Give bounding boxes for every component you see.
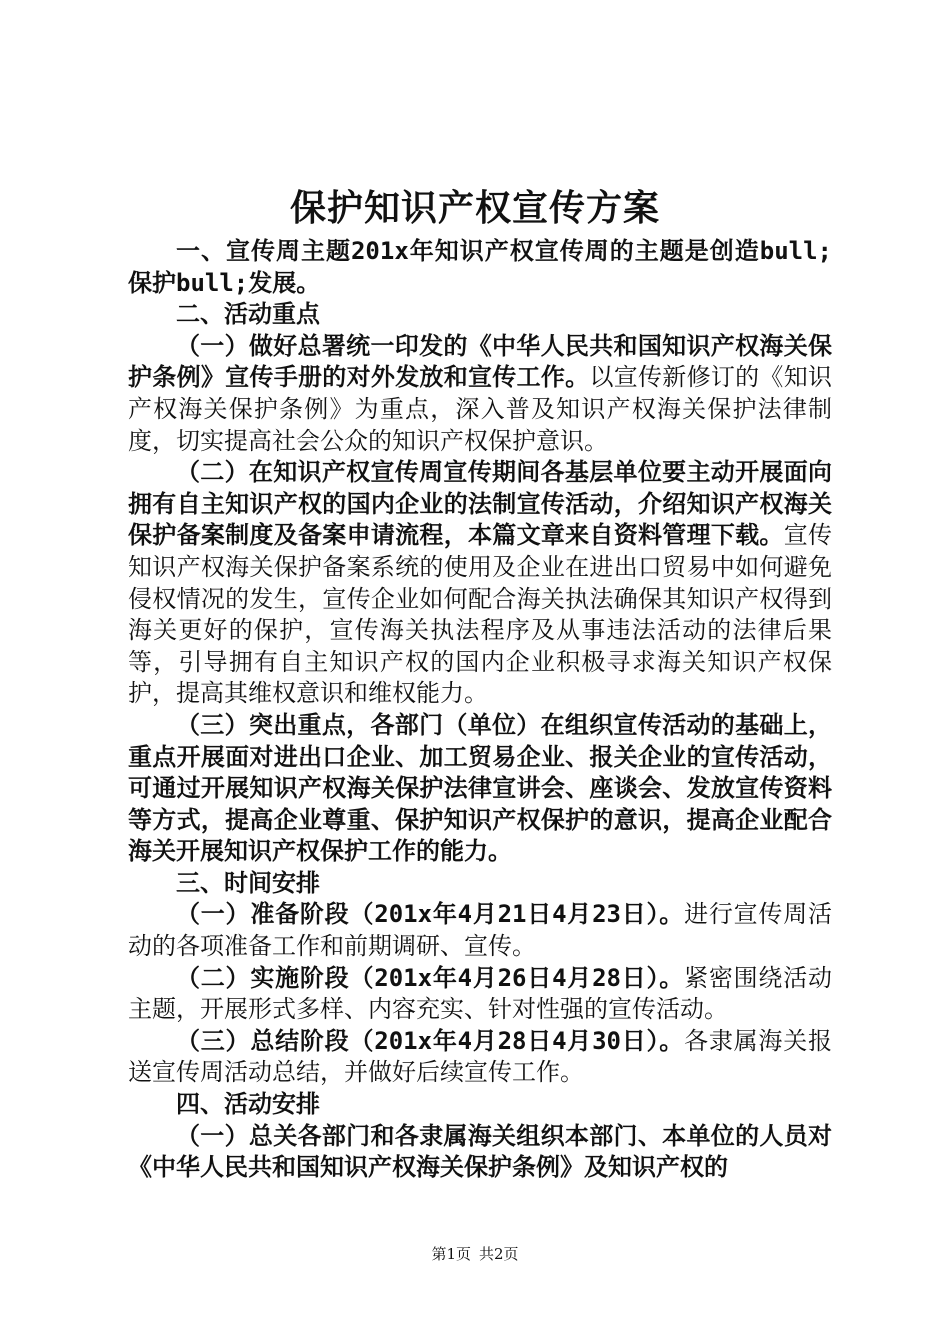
paragraph-bold-text: （二）实施阶段（201x年4月26日4月28日）。	[176, 963, 685, 992]
document-body	[128, 236, 832, 1184]
section-heading	[128, 1089, 832, 1121]
page-footer	[0, 1244, 950, 1264]
page-total: 共2页	[479, 1245, 519, 1263]
paragraph-focus-3	[128, 710, 832, 868]
page-number: 第1页	[431, 1245, 471, 1263]
paragraph-bold-text: （二）在知识产权宣传周宣传期间各基层单位要主动开展面向拥有自主知识产权的国内企业的法制宣传活动，介绍知识产权海关保护备案制度及备案申请流程，本篇文章来自资料管理下载。	[128, 458, 832, 550]
document-title: 保护知识产权宣传方案	[289, 187, 660, 229]
paragraph-normal-text: 各隶属海关报送宣传周活动总结，并做好后续宣传工作。	[128, 1026, 832, 1087]
paragraph-bold-text: （三）突出重点，各部门（单位）在组织宣传活动的基础上，重点开展面对进出口企业、加工贸易企业、报关企业的宣传活动，可通过开展知识产权海关保护法律宣讲会、座谈会、发放宣传资料等方式，提高企业尊重、保护知识产权保护的意识，提高企业配合海关开展知识产权保护工作的能力。	[128, 710, 832, 866]
paragraph-schedule-1	[128, 899, 832, 962]
paragraph-normal-text: 宣传知识产权海关保护备案系统的使用及企业在进出口贸易中如何避免侵权情况的发生，宣传企业如何配合海关执法确保其知识产权得到海关更好的保护，宣传海关执法程序及从事违法活动的法律后果等，引导拥有自主知识产权的国内企业积极寻求海关知识产权保护，提高其维权意识和维权能力。	[128, 521, 833, 708]
paragraph-bold-text: （一）做好总署统一印发的《中华人民共和国知识产权海关保护条例》宣传手册的对外发放和宣传工作。	[128, 331, 832, 392]
paragraph-normal-text: 紧密围绕活动主题，开展形式多样、内容充实、针对性强的宣传活动。	[128, 963, 832, 1024]
section-heading	[128, 868, 832, 900]
paragraph-bold-text: 一、宣传周主题201x年知识产权宣传周的主题是创造bull;保护bull;发展。	[128, 237, 832, 297]
paragraph-bold-text: （三）总结阶段（201x年4月28日4月30日）。	[176, 1026, 685, 1055]
paragraph-bold-text: 二、活动重点	[176, 300, 320, 329]
paragraph-normal-text: 进行宣传周活动的各项准备工作和前期调研、宣传。	[128, 900, 832, 961]
paragraph-arrangement-1	[128, 1121, 832, 1184]
paragraph-bold-text: 四、活动安排	[176, 1090, 320, 1119]
paragraph-normal-text: 以宣传新修订的《知识产权海关保护条例》为重点，深入普及知识产权海关保护法律制度，切实提高社会公众的知识产权保护意识。	[128, 363, 833, 455]
paragraph-schedule-2	[128, 963, 832, 1026]
paragraph-bold-text: 三、时间安排	[176, 868, 320, 897]
section-heading	[128, 299, 832, 331]
paragraph-focus-1	[128, 331, 832, 457]
paragraph-bold-text: （一）准备阶段（201x年4月21日4月23日）。	[176, 900, 685, 929]
paragraph-focus-2	[128, 457, 832, 710]
paragraph-bold-text: （一）总关各部门和各隶属海关组织本部门、本单位的人员对《中华人民共和国知识产权海关保护条例》及知识产权的	[128, 1121, 832, 1182]
paragraph-schedule-3	[128, 1026, 832, 1089]
paragraph-theme	[128, 236, 832, 299]
